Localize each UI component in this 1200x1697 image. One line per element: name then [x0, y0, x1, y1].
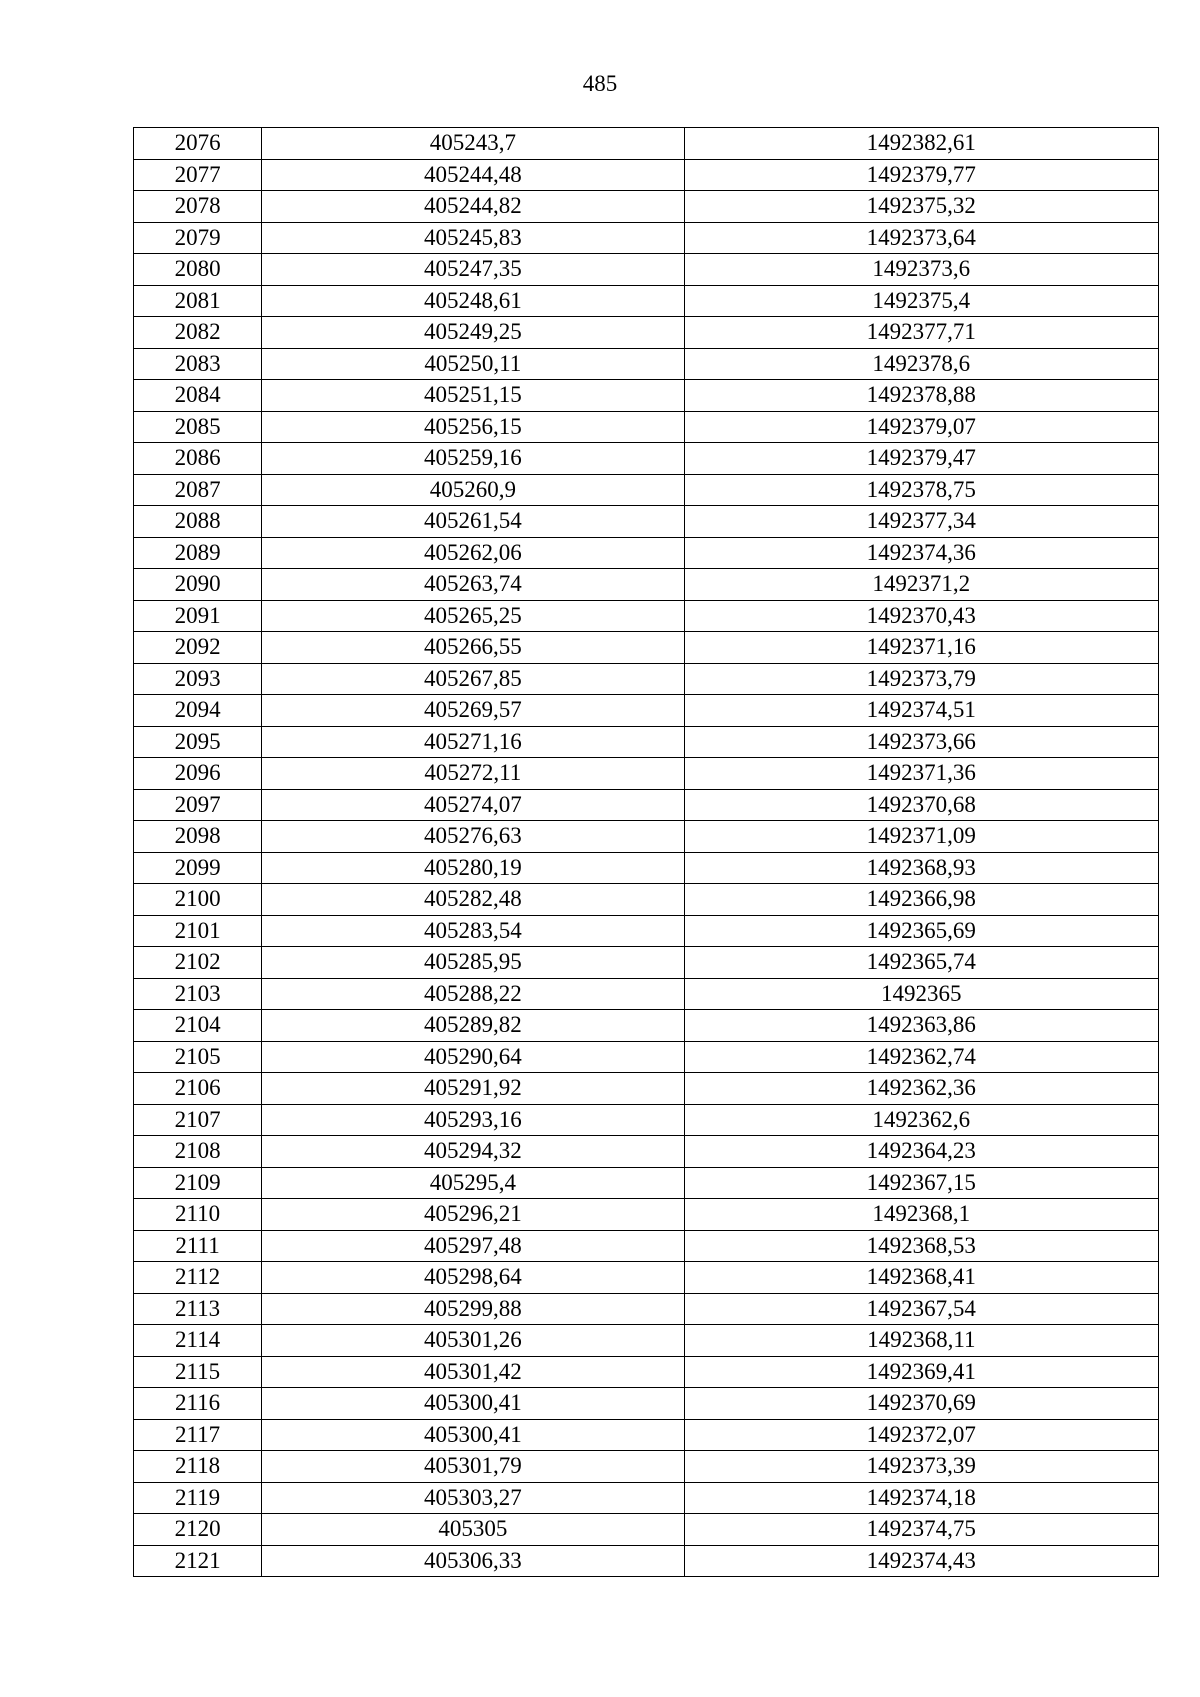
y-coordinate-cell: 1492372,07 — [684, 1419, 1158, 1451]
point-number-cell: 2086 — [134, 443, 262, 475]
x-coordinate-cell: 405260,9 — [262, 474, 684, 506]
point-number-cell: 2091 — [134, 600, 262, 632]
table-row — [134, 537, 1159, 569]
x-coordinate-cell: 405256,15 — [262, 411, 684, 443]
y-coordinate-cell: 1492370,68 — [684, 789, 1158, 821]
x-coordinate-cell: 405297,48 — [262, 1230, 684, 1262]
table-row — [134, 1104, 1159, 1136]
point-number-cell: 2115 — [134, 1356, 262, 1388]
x-coordinate-cell: 405271,16 — [262, 726, 684, 758]
table-row — [134, 348, 1159, 380]
x-coordinate-cell: 405295,4 — [262, 1167, 684, 1199]
table-row — [134, 1167, 1159, 1199]
point-number-cell: 2078 — [134, 191, 262, 223]
y-coordinate-cell: 1492373,39 — [684, 1451, 1158, 1483]
point-number-cell: 2113 — [134, 1293, 262, 1325]
y-coordinate-cell: 1492373,66 — [684, 726, 1158, 758]
y-coordinate-cell: 1492365,74 — [684, 947, 1158, 979]
table-row — [134, 380, 1159, 412]
point-number-cell: 2090 — [134, 569, 262, 601]
table-row — [134, 1451, 1159, 1483]
x-coordinate-cell: 405299,88 — [262, 1293, 684, 1325]
x-coordinate-cell: 405290,64 — [262, 1041, 684, 1073]
x-coordinate-cell: 405269,57 — [262, 695, 684, 727]
y-coordinate-cell: 1492370,69 — [684, 1388, 1158, 1420]
table-row — [134, 1482, 1159, 1514]
x-coordinate-cell: 405305 — [262, 1514, 684, 1546]
y-coordinate-cell: 1492365,69 — [684, 915, 1158, 947]
y-coordinate-cell: 1492371,16 — [684, 632, 1158, 664]
x-coordinate-cell: 405261,54 — [262, 506, 684, 538]
table-row — [134, 1514, 1159, 1546]
table-row — [134, 758, 1159, 790]
table-row — [134, 978, 1159, 1010]
table-row — [134, 821, 1159, 853]
y-coordinate-cell: 1492373,6 — [684, 254, 1158, 286]
y-coordinate-cell: 1492369,41 — [684, 1356, 1158, 1388]
point-number-cell: 2082 — [134, 317, 262, 349]
table-row — [134, 1356, 1159, 1388]
point-number-cell: 2110 — [134, 1199, 262, 1231]
y-coordinate-cell: 1492373,79 — [684, 663, 1158, 695]
y-coordinate-cell: 1492371,2 — [684, 569, 1158, 601]
y-coordinate-cell: 1492374,36 — [684, 537, 1158, 569]
page-number: 485 — [582, 71, 618, 96]
point-number-cell: 2118 — [134, 1451, 262, 1483]
y-coordinate-cell: 1492377,71 — [684, 317, 1158, 349]
y-coordinate-cell: 1492375,32 — [684, 191, 1158, 223]
x-coordinate-cell: 405248,61 — [262, 285, 684, 317]
table-row — [134, 789, 1159, 821]
point-number-cell: 2103 — [134, 978, 262, 1010]
y-coordinate-cell: 1492362,74 — [684, 1041, 1158, 1073]
x-coordinate-cell: 405283,54 — [262, 915, 684, 947]
y-coordinate-cell: 1492374,51 — [684, 695, 1158, 727]
point-number-cell: 2109 — [134, 1167, 262, 1199]
y-coordinate-cell: 1492379,47 — [684, 443, 1158, 475]
table-row — [134, 663, 1159, 695]
y-coordinate-cell: 1492374,18 — [684, 1482, 1158, 1514]
y-coordinate-cell: 1492373,64 — [684, 222, 1158, 254]
point-number-cell: 2111 — [134, 1230, 262, 1262]
x-coordinate-cell: 405306,33 — [262, 1545, 684, 1577]
table-row — [134, 1199, 1159, 1231]
point-number-cell: 2096 — [134, 758, 262, 790]
x-coordinate-cell: 405250,11 — [262, 348, 684, 380]
x-coordinate-cell: 405244,48 — [262, 159, 684, 191]
point-number-cell: 2101 — [134, 915, 262, 947]
table-row — [134, 1010, 1159, 1042]
x-coordinate-cell: 405274,07 — [262, 789, 684, 821]
y-coordinate-cell: 1492364,23 — [684, 1136, 1158, 1168]
point-number-cell: 2099 — [134, 852, 262, 884]
y-coordinate-cell: 1492362,6 — [684, 1104, 1158, 1136]
y-coordinate-cell: 1492370,43 — [684, 600, 1158, 632]
point-number-cell: 2112 — [134, 1262, 262, 1294]
point-number-cell: 2080 — [134, 254, 262, 286]
y-coordinate-cell: 1492371,36 — [684, 758, 1158, 790]
x-coordinate-cell: 405280,19 — [262, 852, 684, 884]
point-number-cell: 2095 — [134, 726, 262, 758]
point-number-cell: 2097 — [134, 789, 262, 821]
point-number-cell: 2106 — [134, 1073, 262, 1105]
point-number-cell: 2083 — [134, 348, 262, 380]
table-row — [134, 1545, 1159, 1577]
point-number-cell: 2077 — [134, 159, 262, 191]
point-number-cell: 2081 — [134, 285, 262, 317]
x-coordinate-cell: 405276,63 — [262, 821, 684, 853]
point-number-cell: 2087 — [134, 474, 262, 506]
table-row — [134, 726, 1159, 758]
y-coordinate-cell: 1492362,36 — [684, 1073, 1158, 1105]
x-coordinate-cell: 405259,16 — [262, 443, 684, 475]
x-coordinate-cell: 405245,83 — [262, 222, 684, 254]
table-row — [134, 632, 1159, 664]
x-coordinate-cell: 405289,82 — [262, 1010, 684, 1042]
table-row — [134, 1041, 1159, 1073]
table-row — [134, 222, 1159, 254]
table-row — [134, 506, 1159, 538]
point-number-cell: 2104 — [134, 1010, 262, 1042]
y-coordinate-cell: 1492377,34 — [684, 506, 1158, 538]
x-coordinate-cell: 405262,06 — [262, 537, 684, 569]
y-coordinate-cell: 1492378,88 — [684, 380, 1158, 412]
x-coordinate-cell: 405267,85 — [262, 663, 684, 695]
table-row — [134, 947, 1159, 979]
table-row — [134, 884, 1159, 916]
point-number-cell: 2094 — [134, 695, 262, 727]
coordinates-table-body — [134, 128, 1159, 1577]
x-coordinate-cell: 405300,41 — [262, 1388, 684, 1420]
table-row — [134, 128, 1159, 160]
x-coordinate-cell: 405288,22 — [262, 978, 684, 1010]
table-row — [134, 285, 1159, 317]
point-number-cell: 2119 — [134, 1482, 262, 1514]
x-coordinate-cell: 405263,74 — [262, 569, 684, 601]
y-coordinate-cell: 1492378,75 — [684, 474, 1158, 506]
table-row — [134, 1136, 1159, 1168]
x-coordinate-cell: 405300,41 — [262, 1419, 684, 1451]
point-number-cell: 2089 — [134, 537, 262, 569]
point-number-cell: 2117 — [134, 1419, 262, 1451]
table-row — [134, 1325, 1159, 1357]
y-coordinate-cell: 1492374,75 — [684, 1514, 1158, 1546]
y-coordinate-cell: 1492368,93 — [684, 852, 1158, 884]
table-row — [134, 1293, 1159, 1325]
table-row — [134, 852, 1159, 884]
table-row — [134, 1419, 1159, 1451]
y-coordinate-cell: 1492371,09 — [684, 821, 1158, 853]
y-coordinate-cell: 1492368,41 — [684, 1262, 1158, 1294]
x-coordinate-cell: 405272,11 — [262, 758, 684, 790]
x-coordinate-cell: 405296,21 — [262, 1199, 684, 1231]
coordinates-table — [133, 127, 1159, 1577]
x-coordinate-cell: 405301,79 — [262, 1451, 684, 1483]
x-coordinate-cell: 405265,25 — [262, 600, 684, 632]
table-row — [134, 443, 1159, 475]
y-coordinate-cell: 1492367,15 — [684, 1167, 1158, 1199]
table-row — [134, 695, 1159, 727]
x-coordinate-cell: 405249,25 — [262, 317, 684, 349]
x-coordinate-cell: 405293,16 — [262, 1104, 684, 1136]
point-number-cell: 2121 — [134, 1545, 262, 1577]
table-row — [134, 1073, 1159, 1105]
table-row — [134, 474, 1159, 506]
point-number-cell: 2108 — [134, 1136, 262, 1168]
table-row — [134, 411, 1159, 443]
y-coordinate-cell: 1492367,54 — [684, 1293, 1158, 1325]
y-coordinate-cell: 1492363,86 — [684, 1010, 1158, 1042]
table-row — [134, 600, 1159, 632]
point-number-cell: 2114 — [134, 1325, 262, 1357]
y-coordinate-cell: 1492374,43 — [684, 1545, 1158, 1577]
x-coordinate-cell: 405298,64 — [262, 1262, 684, 1294]
y-coordinate-cell: 1492368,1 — [684, 1199, 1158, 1231]
point-number-cell: 2093 — [134, 663, 262, 695]
x-coordinate-cell: 405244,82 — [262, 191, 684, 223]
table-row — [134, 915, 1159, 947]
x-coordinate-cell: 405243,7 — [262, 128, 684, 160]
point-number-cell: 2116 — [134, 1388, 262, 1420]
point-number-cell: 2107 — [134, 1104, 262, 1136]
x-coordinate-cell: 405294,32 — [262, 1136, 684, 1168]
point-number-cell: 2076 — [134, 128, 262, 160]
table-row — [134, 1262, 1159, 1294]
y-coordinate-cell: 1492378,6 — [684, 348, 1158, 380]
x-coordinate-cell: 405247,35 — [262, 254, 684, 286]
table-row — [134, 317, 1159, 349]
table-row — [134, 1388, 1159, 1420]
table-row — [134, 569, 1159, 601]
y-coordinate-cell: 1492379,77 — [684, 159, 1158, 191]
point-number-cell: 2105 — [134, 1041, 262, 1073]
table-row — [134, 191, 1159, 223]
y-coordinate-cell: 1492379,07 — [684, 411, 1158, 443]
point-number-cell: 2098 — [134, 821, 262, 853]
x-coordinate-cell: 405303,27 — [262, 1482, 684, 1514]
x-coordinate-cell: 405251,15 — [262, 380, 684, 412]
x-coordinate-cell: 405266,55 — [262, 632, 684, 664]
point-number-cell: 2079 — [134, 222, 262, 254]
x-coordinate-cell: 405291,92 — [262, 1073, 684, 1105]
table-row — [134, 1230, 1159, 1262]
x-coordinate-cell: 405285,95 — [262, 947, 684, 979]
point-number-cell: 2088 — [134, 506, 262, 538]
point-number-cell: 2092 — [134, 632, 262, 664]
y-coordinate-cell: 1492368,53 — [684, 1230, 1158, 1262]
point-number-cell: 2100 — [134, 884, 262, 916]
point-number-cell: 2102 — [134, 947, 262, 979]
y-coordinate-cell: 1492382,61 — [684, 128, 1158, 160]
point-number-cell: 2084 — [134, 380, 262, 412]
x-coordinate-cell: 405301,42 — [262, 1356, 684, 1388]
table-row — [134, 159, 1159, 191]
x-coordinate-cell: 405282,48 — [262, 884, 684, 916]
y-coordinate-cell: 1492368,11 — [684, 1325, 1158, 1357]
y-coordinate-cell: 1492365 — [684, 978, 1158, 1010]
table-row — [134, 254, 1159, 286]
x-coordinate-cell: 405301,26 — [262, 1325, 684, 1357]
y-coordinate-cell: 1492366,98 — [684, 884, 1158, 916]
point-number-cell: 2085 — [134, 411, 262, 443]
point-number-cell: 2120 — [134, 1514, 262, 1546]
y-coordinate-cell: 1492375,4 — [684, 285, 1158, 317]
